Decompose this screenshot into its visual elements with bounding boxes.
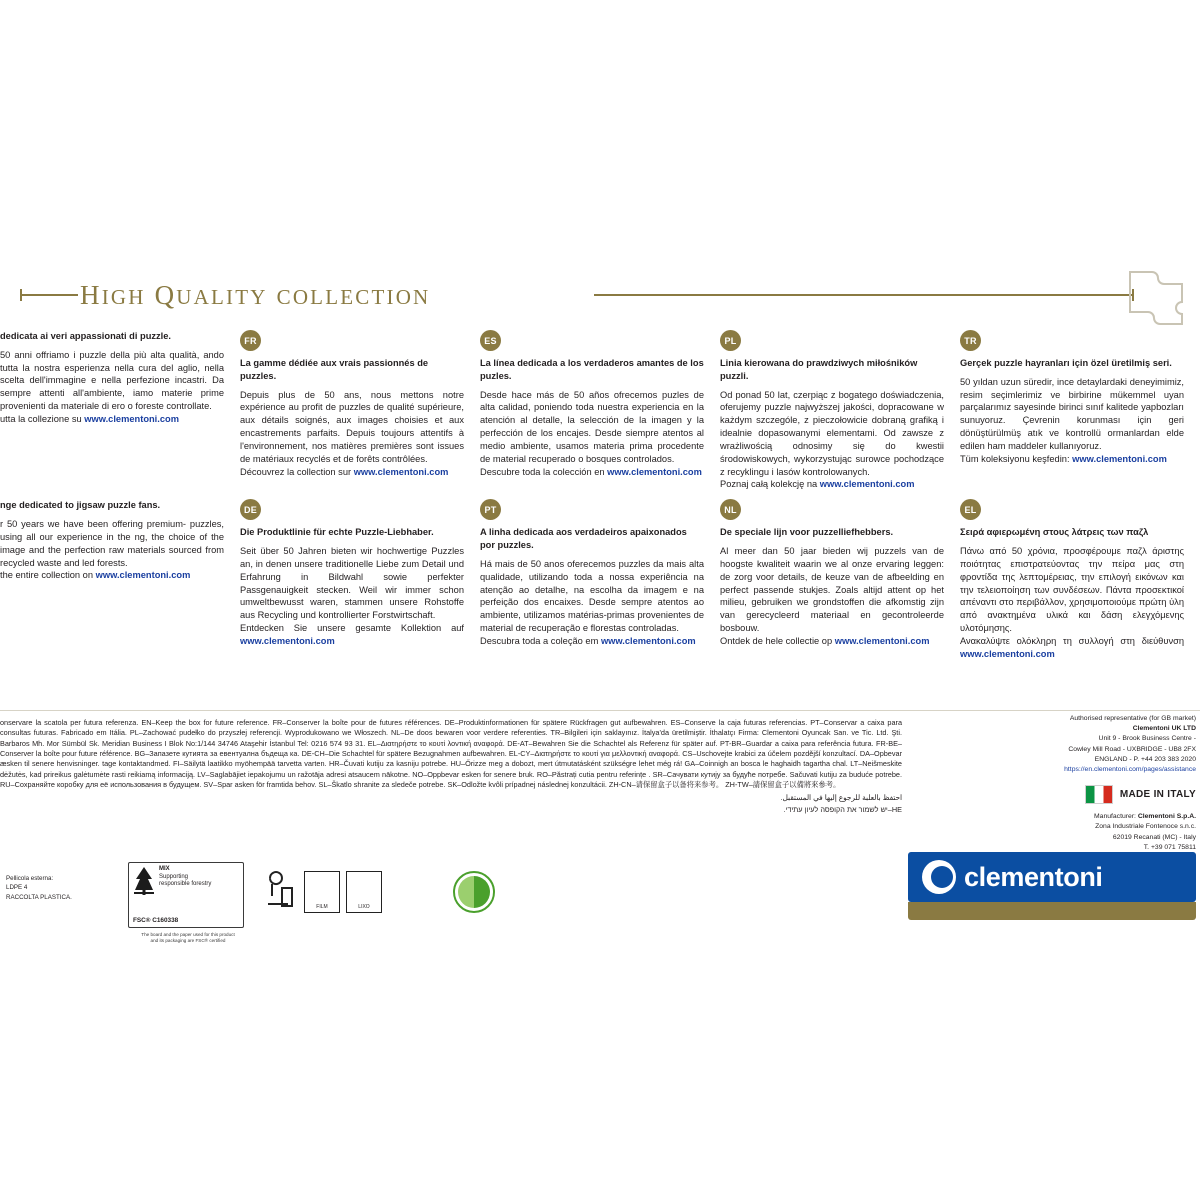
green-dot-recycle-icon <box>452 870 496 914</box>
language-lead: dedicata ai veri appassionati di puzzle. <box>0 331 172 341</box>
italy-flag-icon <box>1085 785 1113 804</box>
language-blocks <box>0 330 1200 661</box>
collection-link[interactable]: www.clementoni.com <box>84 413 179 424</box>
language-body: Od ponad 50 lat, czerpiąc z bogatego doświadczenia, oferujemy puzzle najwyższej jakości, dopracowane w każdym szczególe, z pieczołowicie dobraną grafiką i idealnie dopasowanymi elementami. Od zawsze z wrażliwością odnosimy się do kwestii środowiskowych, wykorzystując surowce pochodzące z recyklingu i lasów kontrolowanych. <box>720 389 944 477</box>
legal-multilanguage-text: onservare la scatola per futura referenza. EN–Keep the box for future reference. FR–Conserver la boîte pour de futures références. DE–Produktinformationen für spätere Rückfragen gut aufbewahren. ES–Conserve la caja futuras referencias. PT–Conservar a caixa para consultas futuras. Fabricado em Itália. PL–Zachować pudełko do przyszłej referencji. Wyprodukowano we Włoszech. NL–De doos bewaren voor verdere referenties. TR–Bilgileri için saklayınız. İtalya'da üretilmiştir. İthalatçı Firma: Clementoni Oyuncak San. ve Tic. Ltd. Şti. Barbaros Mh. Mor Sümbül Sk. Meridian Business I Blok No:1/144 34746 Ataşehir İstanbul Tel: 0216 574 93 31. EL–Διατηρήστε το κουτί λοντική αναφορά. DE-AT–Bewahren Sie die Schachtel als Referenz für später auf. PT-BR–Guardar a caixa para referência futura. FR-BE–Conserver la boîte pour future référence. BG–Запазете кутията за евентуална бъдеща ка. DE-CH–Die Schachtel für spätere Bezugnahmen aufbewahren. EL-CY–Διατηρήστε το κουτί για μελλοντική αναφορά. CS–Uschovejte krabici za účelem pozdější konzultací. DA–Opbevar æsken til senere henvisninger. tage kontaktandmed. FI–Säilytä laatikko myöhempää tarvetta varten. HR–Čuvati kutiju za kasniju potrebe. HU–Őrizze meg a dobozt, mert útmutatásként szükségre lehet még rá! GA–Coinnigh an bosca le haghaidh tagartha chal. LT–Neišmeskite dėžutės, kad prireikus galėtumėte rasti reikiamą informaciją. LV–Saglabājiet iepakojumu un ražotāja adresi atsaucem nākotne. NO–Oppbevar esken for senere bruk. RO–Păstrați cutia pentru referințe . SR–Сачувати кутију за будуће потребе. Sačuvati kutiju za buduće potrebe. RU–Сохраняйте коробку для её использования в будущем. SV–Spar asken för framtida behov. SL–Škatlo shranite za sledeče potrebe. SK–Odložte kvôli prípadnej následnej konzultácii. ZH-CN–请保留盒子以备将来参考。 ZH-TW–請保留盒子以備將來參考。 احتفظ بالعلبة للرجوع إليها في المستقبل. HE–יש לשמור את הקופסה לעיון עתידי. <box>0 718 902 814</box>
language-lead: nge dedicated to jigsaw puzzle fans. <box>0 500 161 511</box>
language-block-fr <box>240 330 480 491</box>
language-lead: La gamme dédiée aux vrais passionnés de puzzles. <box>240 358 429 381</box>
collection-link[interactable]: www.clementoni.com <box>960 648 1055 659</box>
language-block-es <box>480 330 720 491</box>
auth-rep-address-3: ENGLAND - P. +44 203 383 2020 <box>1094 755 1196 763</box>
puzzle-piece-icon <box>1120 266 1192 328</box>
auth-rep-title: Authorised representative (for GB market) <box>1069 715 1196 722</box>
language-cta: Descubra toda a coleção em www.clementoni.com <box>480 635 696 646</box>
language-cta: Poznaj całą kolekcję na www.clementoni.com <box>720 479 915 490</box>
header-rule-left <box>20 294 78 296</box>
language-badge-de: DE <box>240 499 261 520</box>
language-cta: utta la collezione su www.clementoni.com <box>0 413 179 424</box>
collection-link[interactable]: www.clementoni.com <box>600 635 696 646</box>
film-recycling-note: Pellicola esterna: LDPE 4 RACCOLTA PLASTICA. <box>6 875 72 901</box>
collection-link[interactable]: www.clementoni.com <box>607 466 702 477</box>
fsc-code: FSC® C160338 <box>133 917 179 924</box>
made-in-italy <box>912 785 1196 804</box>
language-lead: A linha dedicada aos verdadeiros apaixonados por puzzles. <box>480 527 687 551</box>
collection-link[interactable]: www.clementoni.com <box>240 635 335 646</box>
language-body: 50 yıldan uzun süredir, ince detaylardaki deneyimimiz, resim seçimlerimiz ve birbirine mükemmel uyan parçalarımız sayesinde birinci sınıf kalitede yapbozları sunuyoruz. Çevrenin korunması için geri dönüştürülmüş atık ve kontrollü ormanlardan elde edilen ham maddeler kullanıyoruz. <box>960 376 1184 451</box>
do-not-litter-icon <box>258 870 298 914</box>
manufacturer-address-1: Zona Industriale Fontenoce s.n.c. <box>1095 823 1196 831</box>
language-cta: Ανακαλύψτε ολόκληρη τη συλλογή στη διεύθυνση www.clementoni.com <box>960 635 1184 659</box>
language-lead: Die Produktlinie für echte Puzzle-Liebhaber. <box>240 527 434 538</box>
language-body: Seit über 50 Jahren bieten wir hochwertige Puzzles an, in denen unsere traditionelle Liebe zum Detail und Erfahrung in Bildwahl sowie perfekter Passgenauigkeit stecken. Weil wir immer schon umweltbewusst waren, stammen unsere Rohstoffe aus Recycling und kontrollierter Forstwirtschaft. <box>240 546 464 621</box>
language-body: Al meer dan 50 jaar bieden wij puzzels van de hoogste kwaliteit waarin we al onze ervaring leggen: de zorg voor details, de keuze van de afbeelding en perfect passende stukjes. Zoals altijd attent op het milieu, gebruiken we grondstoffen die afkomstig zijn van gerecycleerd materiaal en gecontroleerde bosbouw. <box>720 546 944 634</box>
footer <box>0 710 1200 943</box>
language-lead: La línea dedicada a los verdaderos amantes de los puzles. <box>480 358 704 381</box>
collection-link[interactable]: www.clementoni.com <box>95 570 191 581</box>
language-body: Πάνω από 50 χρόνια, προσφέρουμε παζλ άριστης ποιότητας επιστρατεύοντας την πείρα μας στη φροντίδα της λεπτομέρειας, την επιλογή εικόνων και την τελειοποίηση των συνδέσεων. Πάντα προσεκτικοί απέναντι στο περιβάλλον, χρησιμοποιούμε πρώτη ύλη από ανακτημένα υλικά και δάση ελεγχόμενης υλοτόμησης. <box>960 546 1184 634</box>
language-cta: Ontdek de hele collectie op www.clementoni.com <box>720 635 930 646</box>
auth-rep-address-2: Cowley Mill Road - UXBRIDGE - UB8 2FX <box>1068 745 1196 753</box>
auth-rep-address-1: Unit 9 - Brook Business Centre - <box>1098 735 1196 743</box>
language-cta: Entdecken Sie unsere gesamte Kollektion auf www.clementoni.com <box>240 623 464 646</box>
film-bin-icon: FILM <box>304 871 340 913</box>
waste-bin-icon: LIXO <box>346 871 382 913</box>
collection-link[interactable]: www.clementoni.com <box>1072 453 1167 464</box>
language-body: 50 anni offriamo i puzzle della più alta qualità, ando tutta la nostra esperienza nella cura del aglio, nella scelta dell'immagine e nella perfezione incastri. Da sempre attenti all'ambiente, iamo materie prime provenienti da materiale di ero o foreste controllate. <box>0 349 224 412</box>
language-block-nl <box>720 499 960 660</box>
language-block-it <box>0 330 240 491</box>
language-lead: Linia kierowana do prawdziwych miłośników puzzli. <box>720 358 918 381</box>
language-badge-tr: TR <box>960 330 981 351</box>
manufacturer-name: Clementoni S.p.A. <box>1137 813 1196 821</box>
legal-text-hebrew: HE–יש לשמור את הקופסה לעיון עתידי. <box>783 804 902 814</box>
collection-link[interactable]: www.clementoni.com <box>819 479 915 490</box>
manufacturer-phone: T. +39 071 75811 <box>1143 843 1196 851</box>
manufacturer-address-2: 62019 Recanati (MC) - Italy <box>1112 833 1196 841</box>
brand-wordmark: clementoni <box>964 862 1103 892</box>
language-badge-el: EL <box>960 499 981 520</box>
fsc-tree-icon <box>133 866 155 896</box>
language-block-pt <box>480 499 720 660</box>
language-body: Depuis plus de 50 ans, nous mettons notre expérience au profit de puzzles de qualité supérieure, aux détails soignés, aux images choisies et aux encastrements parfaits. Depuis toujours attentifs à l'environnement, nos matières premières sont issues de matériaux recyclés et de forêts contrôlées. <box>240 389 464 464</box>
language-cta: Tüm koleksiyonu keşfedin: www.clementoni.com <box>960 453 1167 464</box>
manufacturer-info <box>912 714 1200 863</box>
language-lead: De speciale lijn voor puzzelliefhebbers. <box>720 527 894 538</box>
header-rule-right <box>594 294 1134 296</box>
assistance-link[interactable]: https://en.clementoni.com/pages/assistance <box>1064 765 1196 773</box>
collection-link[interactable]: www.clementoni.com <box>353 466 449 477</box>
language-lead: Σειρά αφιερωμένη στους λάτρεις των παζλ <box>960 527 1149 538</box>
language-block-el <box>960 499 1200 660</box>
language-block-de <box>240 499 480 660</box>
language-cta: the entire collection on www.clementoni.com <box>0 570 191 581</box>
compliance-icon-strip <box>0 860 912 943</box>
language-cta: Descubre toda la colección en www.clementoni.com <box>480 466 702 477</box>
packaging-back-panel <box>0 262 1200 943</box>
language-cta: Découvrez la collection sur www.clementoni.com <box>240 466 449 477</box>
language-body: r 50 years we have been offering premium- puzzles, using all our experience in the ng, the choice of the image and the perfection raw materials sourced from recycled waste and led forests. <box>0 519 224 568</box>
disposal-icons <box>258 866 388 918</box>
fsc-logo <box>128 862 244 928</box>
header <box>0 262 1200 322</box>
footer-divider <box>0 710 1200 711</box>
language-body: Desde hace más de 50 años ofrecemos puzles de alta calidad, poniendo toda nuestra experiencia en la atención al detalle, la selección de la imagen y la perfección de los encajes. Desde siempre atentos al medio ambiente, usamos materia prima procedente de material recuperado o bosques controlados. <box>480 389 704 464</box>
collection-link[interactable]: www.clementoni.com <box>834 635 930 646</box>
fsc-mix-text: MIX Supporting responsible forestry <box>159 866 212 887</box>
legal-text-arabic: احتفظ بالعلبة للرجوع إليها في المستقبل. <box>780 792 902 802</box>
manufacturer-label: Manufacturer: <box>1094 813 1136 821</box>
brand-logo <box>908 852 1196 926</box>
language-badge-fr: FR <box>240 330 261 351</box>
language-body: Há mais de 50 anos oferecemos puzzles da mais alta qualidade, utilizando toda a nossa experiência na atenção ao detalhe, na escolha da imagem e na perfeição dos encaixes. Desde sempre atentos ao ambiente, utilizamos matérias-primas provenientes de material de recuperação e florestas controladas. <box>480 558 704 634</box>
language-badge-nl: NL <box>720 499 741 520</box>
made-in-label: MADE IN ITALY <box>1119 789 1196 801</box>
language-badge-pl: PL <box>720 330 741 351</box>
language-block-en <box>0 499 240 660</box>
language-block-tr <box>960 330 1200 491</box>
language-badge-pt: PT <box>480 499 501 520</box>
auth-rep-company: Clementoni UK LTD <box>1132 725 1196 733</box>
fsc-caption: The board and the paper used for this product and its packaging are FSC® certified <box>141 932 235 943</box>
language-badge-es: ES <box>480 330 501 351</box>
language-block-pl <box>720 330 960 491</box>
logo-gold-bar <box>908 902 1196 920</box>
language-lead: Gerçek puzzle hayranları için özel üretilmiş seri. <box>960 358 1172 368</box>
clementoni-swoosh-icon <box>922 860 956 894</box>
page-title: HIGH QUALITY COLLECTION <box>80 280 431 310</box>
